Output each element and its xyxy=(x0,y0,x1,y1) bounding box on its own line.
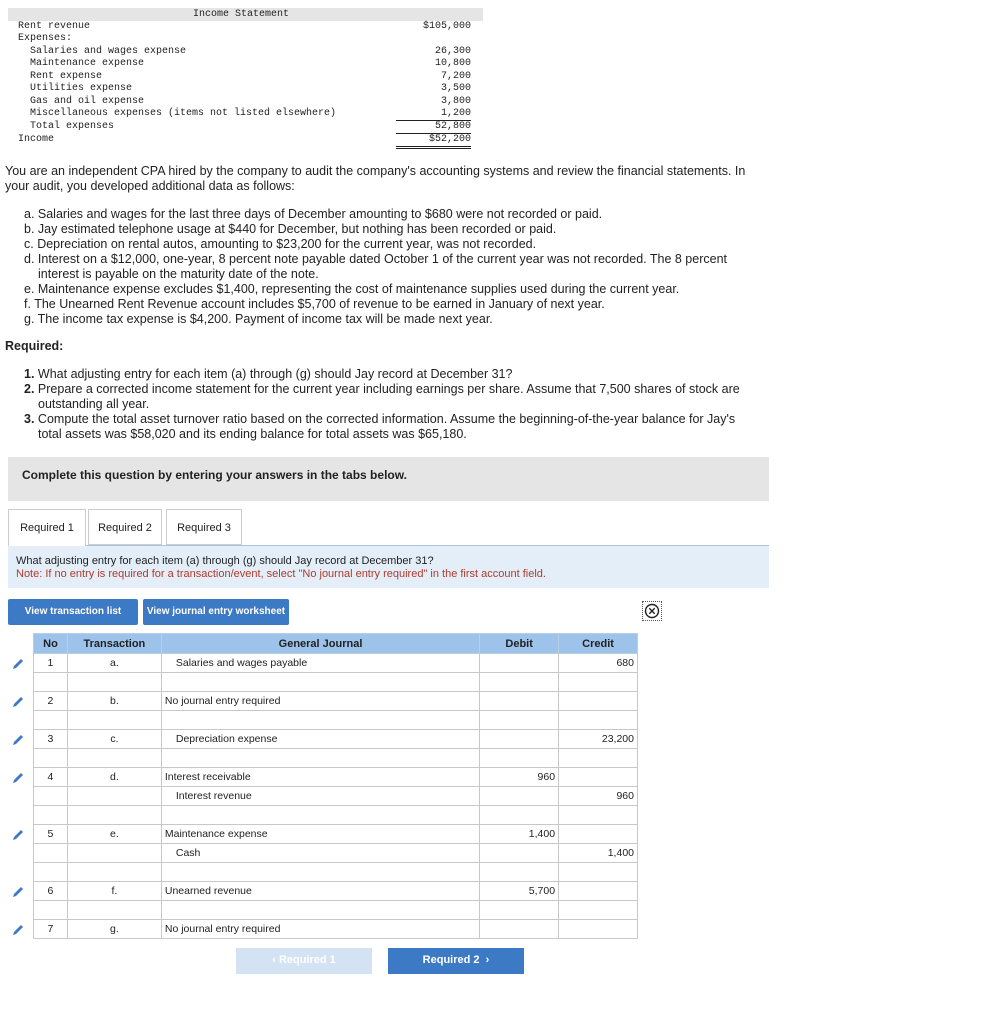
entry-no: 5 xyxy=(34,825,68,844)
entry-no: 3 xyxy=(34,730,68,749)
table-row xyxy=(34,730,638,749)
data-item-e: e. Maintenance expense excludes $1,400, representing the cost of maintenance supplies used during the current year. xyxy=(24,282,680,296)
required-number: 3. xyxy=(24,412,35,426)
expense-label: Gas and oil expense xyxy=(30,96,145,107)
required-list xyxy=(24,367,740,442)
col-header-credit: Credit xyxy=(559,634,638,654)
data-item-c: c. Depreciation on rental autos, amounting to $23,200 for the current year, was not recorded. xyxy=(24,237,537,251)
entry-transaction: a. xyxy=(67,654,161,673)
expense-label: Maintenance expense xyxy=(30,58,145,69)
intro-paragraph xyxy=(5,164,745,194)
table-row xyxy=(34,920,638,939)
required-heading: Required: xyxy=(5,339,64,353)
table-row xyxy=(34,844,638,863)
income-amount: $52,200 xyxy=(396,134,471,149)
question-text: What adjusting entry for each item (a) through (g) should Jay record at December 31? xyxy=(16,555,434,567)
entry-no: 7 xyxy=(34,920,68,939)
tab-required-3[interactable]: Required 3 xyxy=(166,509,242,545)
debit-cell[interactable] xyxy=(480,692,559,711)
chevron-right-icon: › xyxy=(482,954,490,966)
expense-amount: 3,500 xyxy=(440,83,471,94)
intro-line: You are an independent CPA hired by the company to audit the company's accounting systems and review the financial statements. In xyxy=(5,164,746,178)
table-row xyxy=(34,901,638,920)
debit-cell[interactable]: 5,700 xyxy=(480,882,559,901)
credit-cell[interactable]: 23,200 xyxy=(559,730,638,749)
intro-line: your audit, you developed additional data as follows: xyxy=(5,179,295,193)
data-item-d: d. Interest on a $12,000, one-year, 8 percent note payable dated October 1 of the current year was not recorded. The 8 percent xyxy=(24,252,727,266)
data-items-list xyxy=(24,207,727,327)
question-note: Note: If no entry is required for a transaction/event, select "No journal entry required" in the first account field. xyxy=(16,568,546,580)
edit-icon[interactable] xyxy=(11,733,25,747)
data-item-d-cont: interest is payable on the maturity date of the note. xyxy=(38,267,319,281)
required-item-2-cont: outstanding all year. xyxy=(38,397,150,411)
account-cell[interactable]: Depreciation expense xyxy=(161,730,479,749)
rent-revenue-label: Rent revenue xyxy=(18,21,91,32)
total-expenses-amount: 52,800 xyxy=(396,121,471,134)
entry-transaction: e. xyxy=(67,825,161,844)
required-item-3-cont: total assets was $58,020 and its ending balance for total assets was $65,180. xyxy=(38,427,467,441)
account-cell[interactable]: Unearned revenue xyxy=(161,882,479,901)
edit-icon[interactable] xyxy=(11,885,25,899)
edit-icon[interactable] xyxy=(11,771,25,785)
account-cell[interactable]: Interest revenue xyxy=(161,787,479,806)
debit-cell[interactable]: 960 xyxy=(480,768,559,787)
entry-no: 2 xyxy=(34,692,68,711)
account-cell[interactable]: Maintenance expense xyxy=(161,825,479,844)
required-number: 1. xyxy=(24,367,35,381)
required-item-3: Compute the total asset turnover ratio based on the corrected information. Assume the beginning-of-the-year balance for Jay's xyxy=(37,412,736,426)
credit-cell[interactable]: 960 xyxy=(559,787,638,806)
credit-cell[interactable]: 680 xyxy=(559,654,638,673)
expense-amount: 1,200 xyxy=(396,108,471,121)
data-item-g: g. The income tax expense is $4,200. Payment of income tax will be made next year. xyxy=(24,312,493,326)
account-cell[interactable]: No journal entry required xyxy=(161,920,479,939)
total-expenses-label: Total expenses xyxy=(30,121,115,132)
table-row xyxy=(34,768,638,787)
required-item-1: What adjusting entry for each item (a) through (g) should Jay record at December 31? xyxy=(37,367,513,381)
journal-table xyxy=(33,633,638,939)
table-row xyxy=(34,863,638,882)
debit-cell[interactable] xyxy=(480,844,559,863)
table-row xyxy=(34,711,638,730)
expense-label: Miscellaneous expenses (items not listed elsewhere) xyxy=(30,108,337,119)
entry-transaction: g. xyxy=(67,920,161,939)
entry-transaction: b. xyxy=(67,692,161,711)
debit-cell[interactable] xyxy=(480,730,559,749)
edit-icon[interactable] xyxy=(11,828,25,842)
account-cell[interactable]: Interest receivable xyxy=(161,768,479,787)
account-cell[interactable]: Cash xyxy=(161,844,479,863)
table-row xyxy=(34,692,638,711)
entry-transaction: d. xyxy=(67,768,161,787)
view-transaction-list-button[interactable]: View transaction list xyxy=(8,599,138,625)
expense-amount: 10,800 xyxy=(434,58,471,69)
account-cell[interactable]: No journal entry required xyxy=(161,692,479,711)
entry-no: 6 xyxy=(34,882,68,901)
expense-amount: 7,200 xyxy=(440,71,471,82)
required-item-2: Prepare a corrected income statement for the current year including earnings per share. Assume that 7,500 shares of stock are xyxy=(37,382,740,396)
credit-cell[interactable] xyxy=(559,768,638,787)
prev-required-button[interactable]: ‹ Required 1 xyxy=(236,948,372,974)
credit-cell[interactable] xyxy=(559,692,638,711)
account-cell[interactable]: Salaries and wages payable xyxy=(161,654,479,673)
credit-cell[interactable] xyxy=(559,882,638,901)
col-header-debit: Debit xyxy=(480,634,559,654)
debit-cell[interactable] xyxy=(480,654,559,673)
data-item-f: f. The Unearned Rent Revenue account includes $5,700 of revenue to be earned in January of next year. xyxy=(24,297,605,311)
view-journal-worksheet-button[interactable]: View journal entry worksheet xyxy=(143,599,289,625)
table-row xyxy=(34,882,638,901)
question-box xyxy=(8,546,769,588)
data-item-b: b. Jay estimated telephone usage at $440 for December, but nothing has been recorded or paid. xyxy=(24,222,557,236)
edit-icon[interactable] xyxy=(11,923,25,937)
credit-cell[interactable] xyxy=(559,920,638,939)
entry-transaction: f. xyxy=(67,882,161,901)
col-header-general-journal: General Journal xyxy=(161,634,479,654)
col-header-no: No xyxy=(34,634,68,654)
col-header-transaction: Transaction xyxy=(67,634,161,654)
next-required-button[interactable]: Required 2 › xyxy=(388,948,524,974)
tab-required-1[interactable]: Required 1 xyxy=(8,509,86,547)
income-label: Income xyxy=(18,134,55,145)
chevron-left-icon: ‹ xyxy=(272,954,276,966)
edit-icon[interactable] xyxy=(11,695,25,709)
table-row xyxy=(34,825,638,844)
edit-icon[interactable] xyxy=(11,657,25,671)
entry-no: 4 xyxy=(34,768,68,787)
debit-cell[interactable]: 1,400 xyxy=(480,825,559,844)
expenses-label: Expenses: xyxy=(18,33,73,44)
expense-amount: 3,800 xyxy=(440,96,471,107)
debit-cell[interactable] xyxy=(480,920,559,939)
rent-revenue-amount: $105,000 xyxy=(422,21,471,32)
tab-required-2[interactable]: Required 2 xyxy=(88,509,162,545)
complete-prompt: Complete this question by entering your answers in the tabs below. xyxy=(8,457,769,501)
expense-label: Rent expense xyxy=(30,71,103,82)
entry-no: 1 xyxy=(34,654,68,673)
credit-cell[interactable] xyxy=(559,825,638,844)
table-row xyxy=(34,806,638,825)
table-row xyxy=(34,787,638,806)
expense-label: Salaries and wages expense xyxy=(30,46,187,57)
income-statement-title: Income Statement xyxy=(193,9,290,20)
expense-amount: 26,300 xyxy=(434,46,471,57)
credit-cell[interactable]: 1,400 xyxy=(559,844,638,863)
table-row xyxy=(34,654,638,673)
expense-label: Utilities expense xyxy=(30,83,133,94)
entry-transaction: c. xyxy=(67,730,161,749)
debit-cell[interactable] xyxy=(480,787,559,806)
required-number: 2. xyxy=(24,382,35,396)
data-item-a: a. Salaries and wages for the last three days of December amounting to $680 were not recorded or paid. xyxy=(24,207,603,221)
table-row xyxy=(34,749,638,768)
table-row xyxy=(34,673,638,692)
close-icon[interactable] xyxy=(642,601,662,621)
